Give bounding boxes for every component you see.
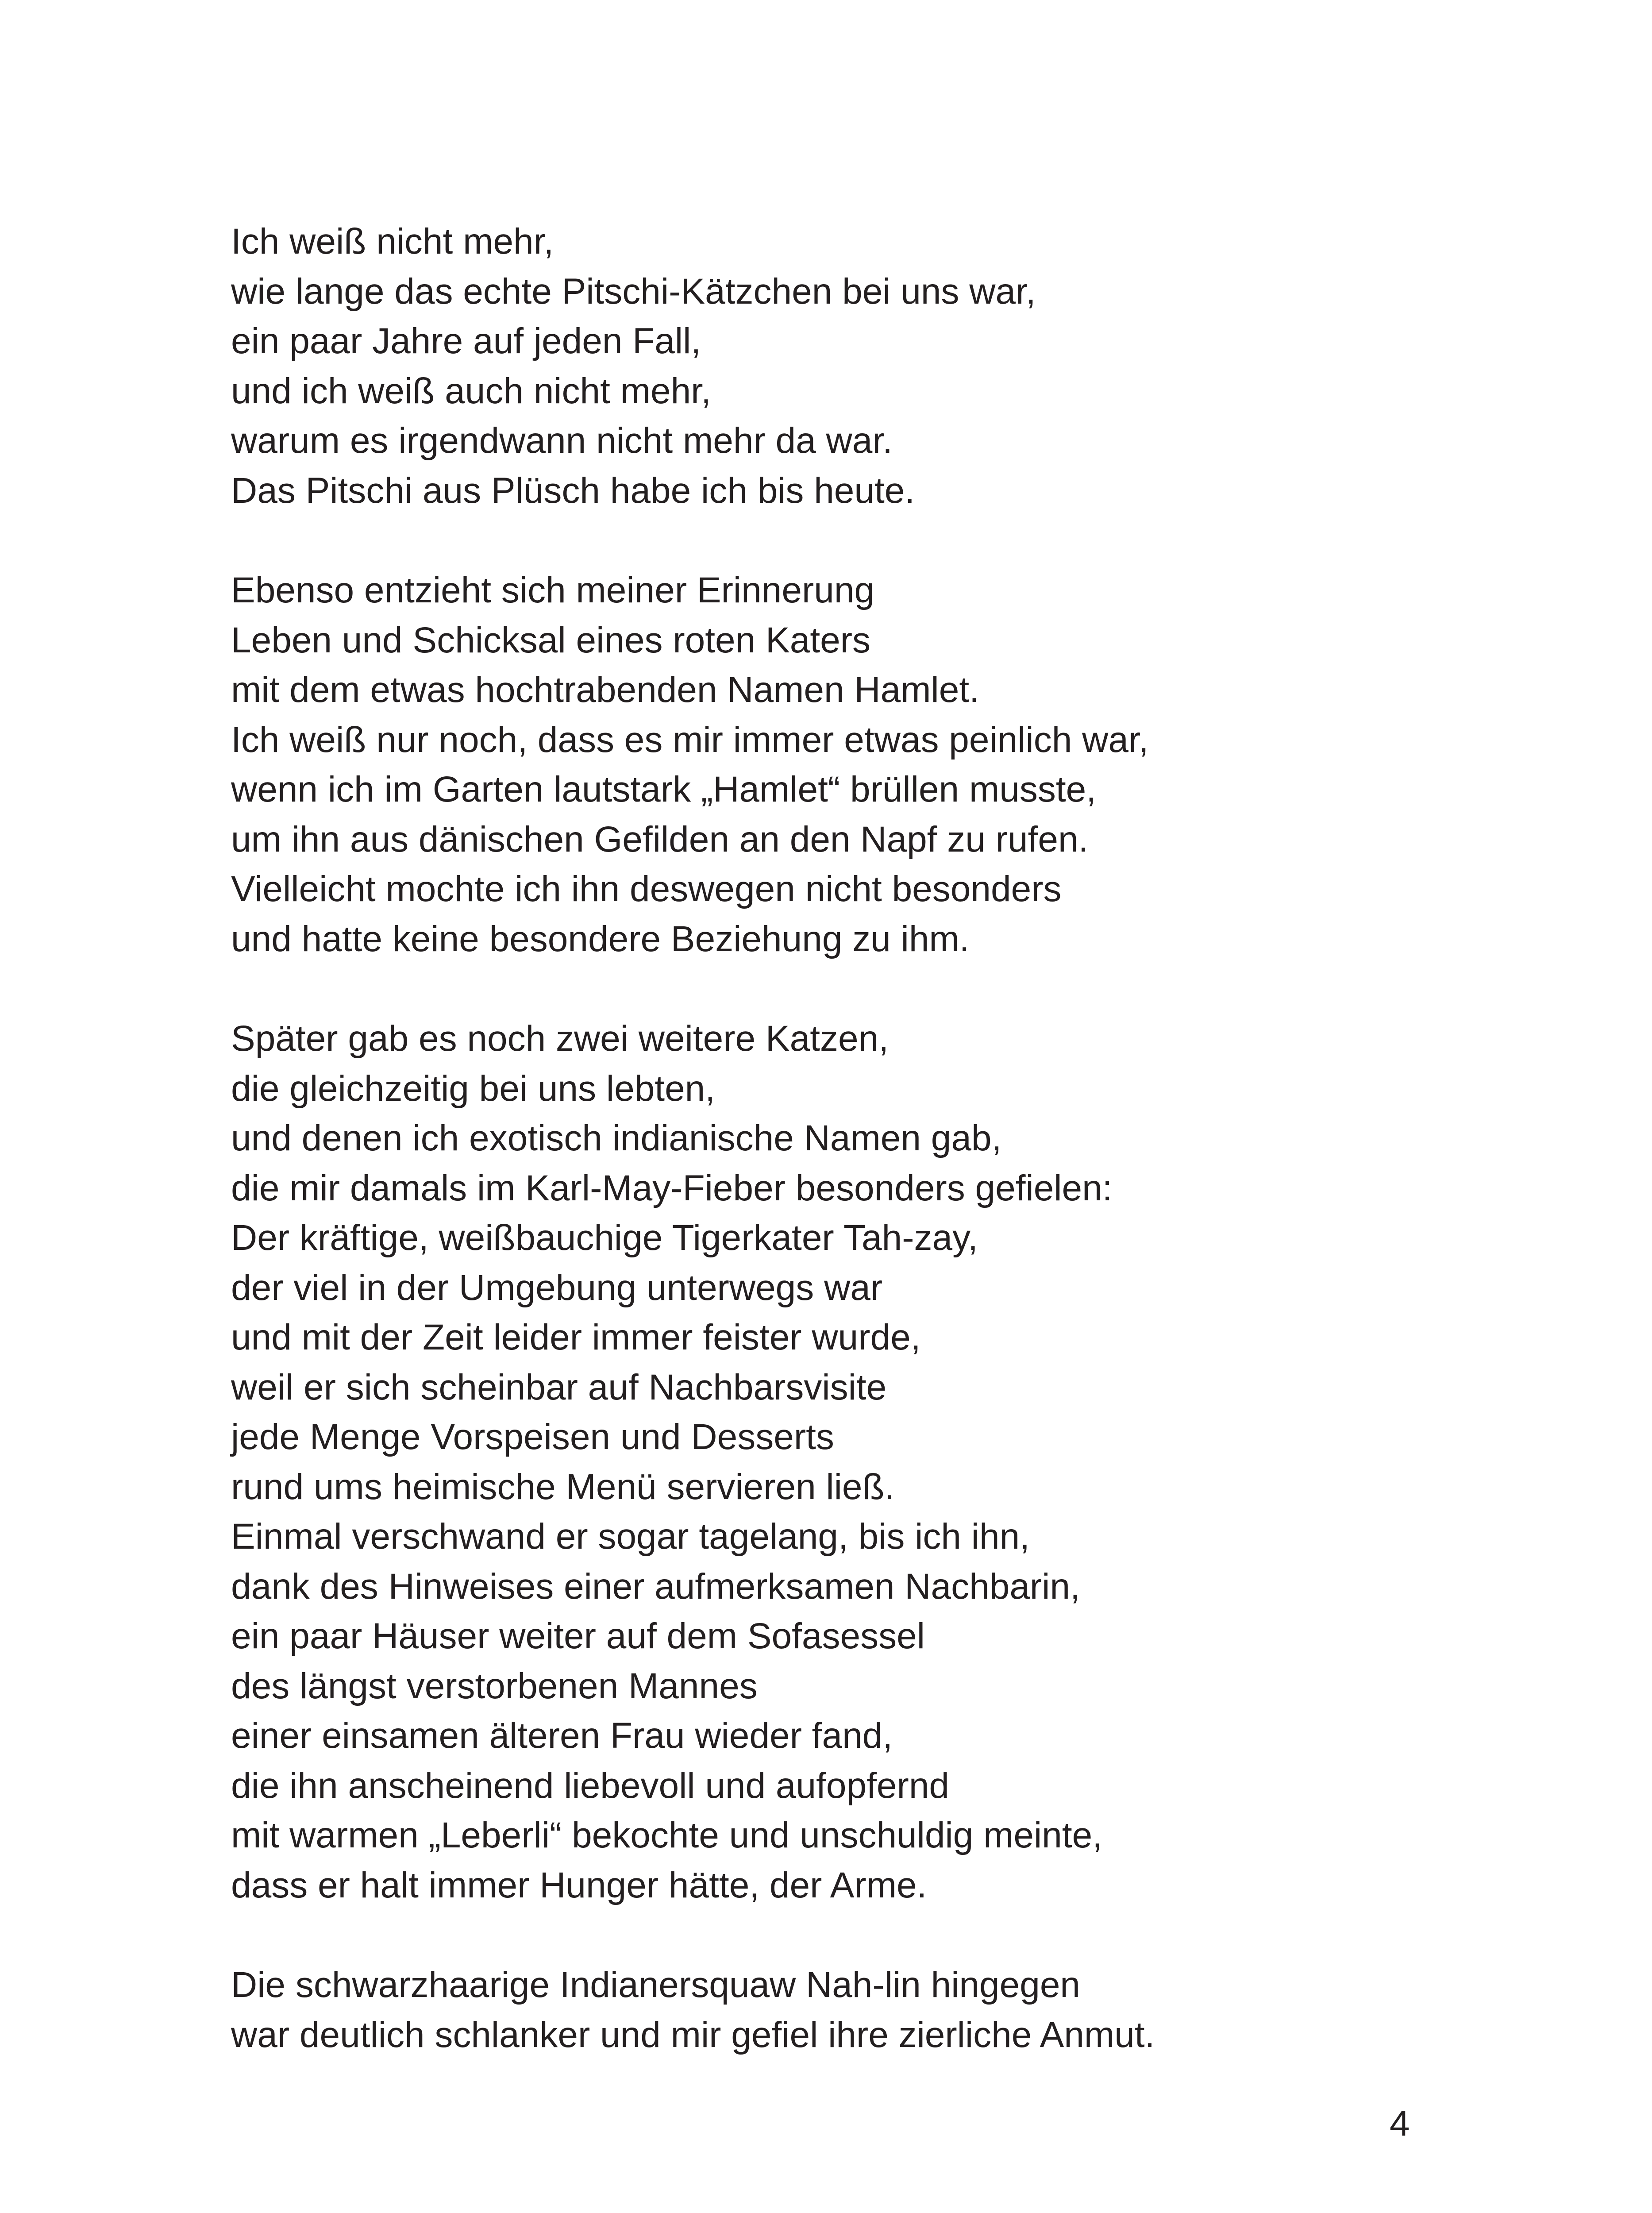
- text-line: war deutlich schlanker und mir gefiel ihre zierliche Anmut.: [231, 2014, 1155, 2055]
- page-number: 4: [1390, 2103, 1410, 2144]
- text-line: des längst verstorbenen Mannes: [231, 1666, 758, 1706]
- stanza: [231, 1014, 1559, 1910]
- text-line: einer einsamen älteren Frau wieder fand,: [231, 1716, 893, 1756]
- text-line: mit dem etwas hochtrabenden Namen Hamlet.: [231, 670, 979, 710]
- text-line: mit warmen „Leberli“ bekochte und unschuldig meinte,: [231, 1815, 1103, 1855]
- text-line: jede Menge Vorspeisen und Desserts: [231, 1417, 834, 1457]
- text-line: die mir damals im Karl-May-Fieber besonders gefielen:: [231, 1168, 1113, 1208]
- text-line: um ihn aus dänischen Gefilden an den Napf zu rufen.: [231, 819, 1089, 860]
- text-line: die gleichzeitig bei uns lebten,: [231, 1068, 716, 1109]
- text-line: dass er halt immer Hunger hätte, der Arme.: [231, 1865, 927, 1905]
- stanza: [231, 1960, 1559, 2060]
- text-line: warum es irgendwann nicht mehr da war.: [231, 420, 893, 461]
- text-line: Leben und Schicksal eines roten Katers: [231, 620, 871, 660]
- text-line: und denen ich exotisch indianische Namen gab,: [231, 1118, 1002, 1158]
- text-line: und mit der Zeit leider immer feister wurde,: [231, 1317, 921, 1357]
- text-line: und hatte keine besondere Beziehung zu ihm.: [231, 918, 970, 959]
- text-line: ein paar Häuser weiter auf dem Sofasessel: [231, 1616, 925, 1656]
- text-line: Der kräftige, weißbauchige Tigerkater Tah-zay,: [231, 1218, 978, 1258]
- text-line: Später gab es noch zwei weitere Katzen,: [231, 1018, 889, 1059]
- text-line: und ich weiß auch nicht mehr,: [231, 370, 711, 411]
- text-line: Vielleicht mochte ich ihn deswegen nicht besonders: [231, 869, 1062, 909]
- text-line: ein paar Jahre auf jeden Fall,: [231, 321, 701, 361]
- stanza: [231, 217, 1559, 516]
- text-line: wie lange das echte Pitschi-Kätzchen bei uns war,: [231, 271, 1036, 312]
- text-line: Ich weiß nicht mehr,: [231, 221, 554, 262]
- text-line: Einmal verschwand er sogar tagelang, bis ich ihn,: [231, 1516, 1030, 1557]
- text-line: dank des Hinweises einer aufmerksamen Nachbarin,: [231, 1566, 1080, 1607]
- stanza: [231, 566, 1559, 964]
- text-line: rund ums heimische Menü servieren ließ.: [231, 1466, 895, 1507]
- text-line: Ich weiß nur noch, dass es mir immer etwas peinlich war,: [231, 719, 1149, 760]
- text-line: Die schwarzhaarige Indianersquaw Nah-lin hingegen: [231, 1965, 1081, 2005]
- text-line: wenn ich im Garten lautstark „Hamlet“ brüllen musste,: [231, 769, 1097, 810]
- text-line: weil er sich scheinbar auf Nachbarsvisite: [231, 1367, 887, 1407]
- text-line: die ihn anscheinend liebevoll und aufopfernd: [231, 1765, 950, 1806]
- text-line: Ebenso entzieht sich meiner Erinnerung: [231, 570, 875, 610]
- poem-text-block: [231, 217, 1559, 2060]
- text-line: der viel in der Umgebung unterwegs war: [231, 1267, 883, 1308]
- text-line: Das Pitschi aus Plüsch habe ich bis heute.: [231, 470, 915, 511]
